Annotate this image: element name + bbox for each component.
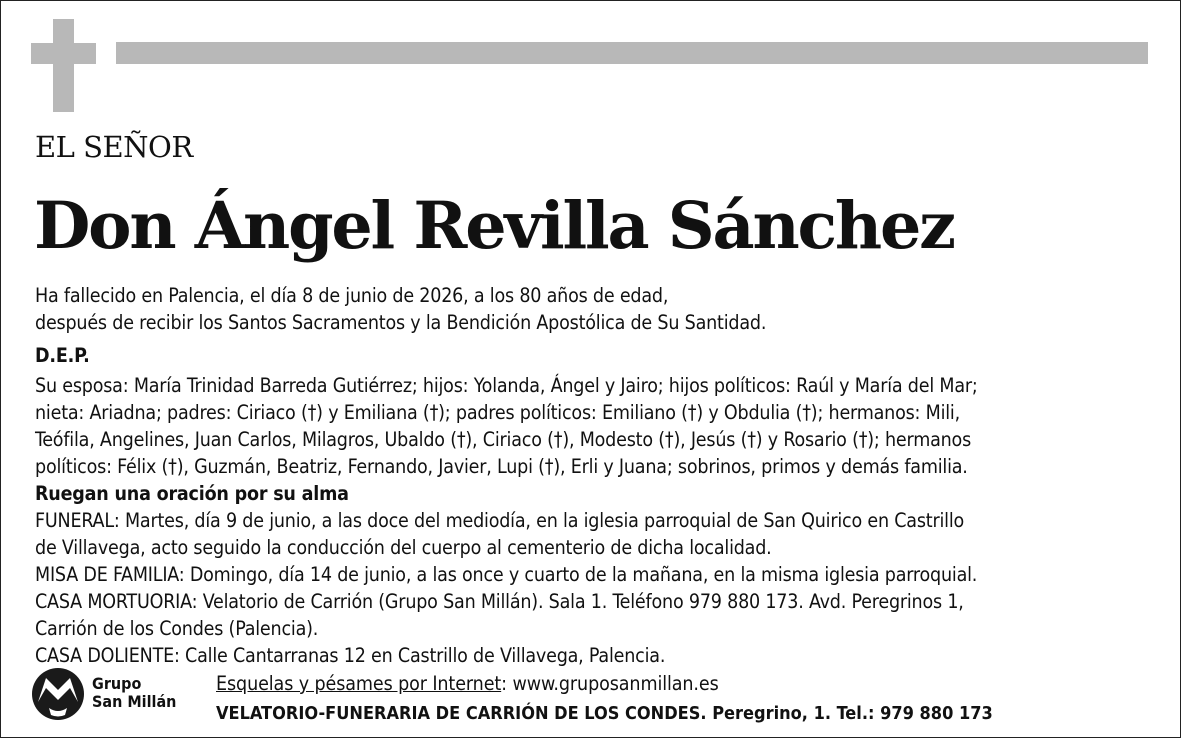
funeral-home-address: VELATORIO-FUNERARIA DE CARRIÓN DE LOS CONDES. Peregrino, 1. Tel.: 979 880 173	[216, 703, 993, 724]
logo-emblem-icon	[32, 668, 84, 720]
condolences-link[interactable]: Esquelas y pésames por Internet	[216, 672, 502, 695]
family-line: Su esposa: María Trinidad Barreda Gutiérrez; hijos: Yolanda, Ángel y Jairo; hijos políticos: Raúl y María del Mar;	[35, 374, 978, 397]
title-prefix: EL SEÑOR	[35, 130, 193, 164]
funeral-detail-line: de Villavega, acto seguido la conducción del cuerpo al cementerio de dicha localidad.	[35, 536, 772, 559]
link-separator: :	[501, 672, 513, 695]
family-line: Teófila, Angelines, Juan Carlos, Milagros, Ubaldo (†), Ciriaco (†), Modesto (†), Jesús (†) y Rosario (†); hermanos	[35, 428, 972, 451]
intro-line-2: después de recibir los Santos Sacramentos y la Bendición Apostólica de Su Santidad.	[35, 311, 767, 334]
logo-line-1: Grupo	[92, 674, 142, 693]
intro-line-1: Ha fallecido en Palencia, el día 8 de junio de 2026, a los 80 años de edad,	[35, 284, 669, 307]
online-condolences	[216, 672, 719, 695]
website-url[interactable]: www.gruposanmillan.es	[512, 672, 719, 695]
cross-vertical-bar	[53, 19, 74, 112]
prayer-request: Ruegan una oración por su alma	[35, 482, 349, 505]
funeral-detail-line: FUNERAL: Martes, día 9 de junio, a las doce del mediodía, en la iglesia parroquial de San Quirico en Castrillo	[35, 509, 965, 532]
grupo-san-millan-logo	[32, 668, 84, 720]
logo-line-2: San Millán	[92, 692, 177, 711]
family-home-line: CASA DOLIENTE: Calle Cantarranas 12 en Castrillo de Villavega, Palencia.	[35, 644, 666, 667]
cross-horizontal-bar	[31, 43, 96, 64]
family-line: nieta: Ariadna; padres: Ciriaco (†) y Emiliana (†); padres políticos: Emiliano (†) y Obdulia (†); hermanos: Mili,	[35, 401, 960, 424]
mortuary-line: Carrión de los Condes (Palencia).	[35, 617, 319, 640]
logo-wordmark	[92, 675, 176, 711]
family-line: políticos: Félix (†), Guzmán, Beatriz, Fernando, Javier, Lupi (†), Erli y Juana; sobrinos, primos y demás familia.	[35, 455, 968, 478]
dep-label: D.E.P.	[35, 344, 90, 367]
family-mass-line: MISA DE FAMILIA: Domingo, día 14 de junio, a las once y cuarto de la mañana, en la misma iglesia parroquial.	[35, 563, 978, 586]
header-rule	[116, 42, 1148, 64]
mortuary-line: CASA MORTUORIA: Velatorio de Carrión (Grupo San Millán). Sala 1. Teléfono 979 880 173. Avd. Peregrinos 1,	[35, 590, 964, 613]
deceased-name: Don Ángel Revilla Sánchez	[34, 188, 954, 264]
